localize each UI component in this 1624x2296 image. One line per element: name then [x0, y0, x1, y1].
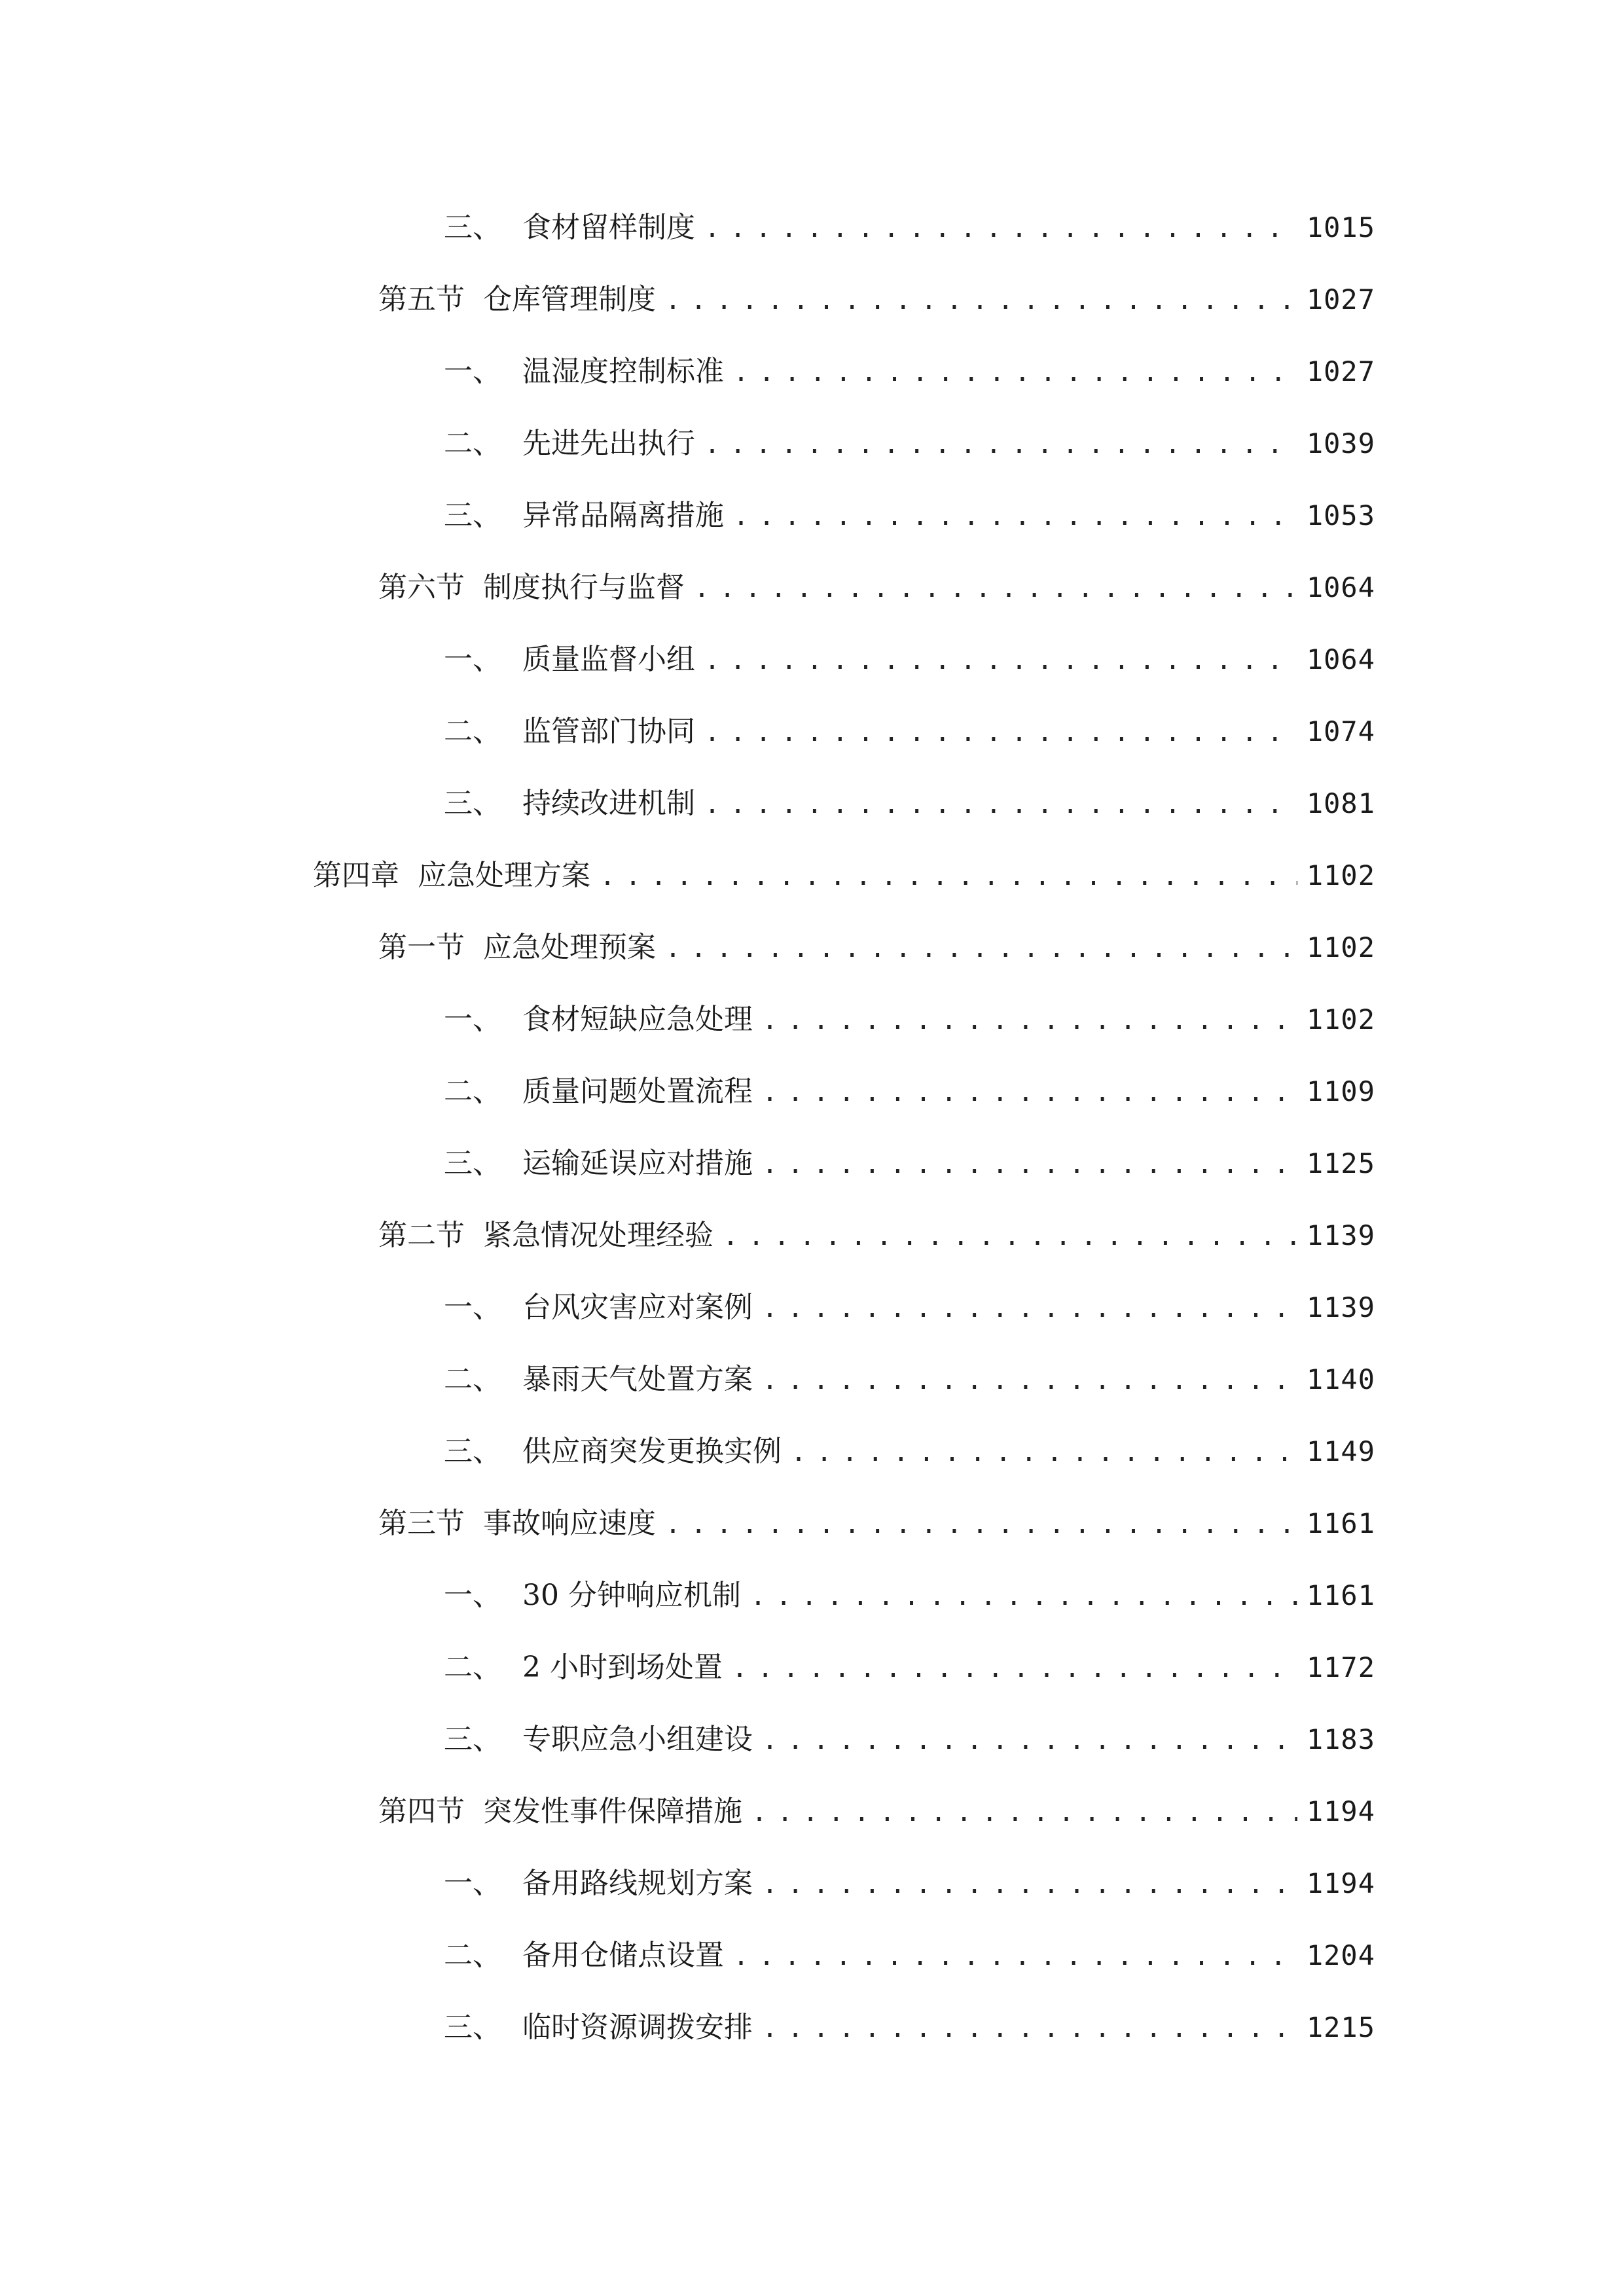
- toc-entry-number: 二、: [444, 427, 501, 460]
- toc-entry-number: 一、: [444, 643, 501, 676]
- dot-leader: [762, 994, 1297, 1047]
- toc-entry-number: 第四章: [313, 859, 399, 892]
- toc-entry-page: 1109: [1306, 1075, 1375, 1107]
- toc-entry-page: 1027: [1306, 283, 1375, 315]
- toc-entry-number: 第四节: [378, 1795, 465, 1828]
- dot-leader: [733, 490, 1297, 543]
- dot-leader: [704, 778, 1297, 831]
- toc-entry-page: 1102: [1306, 931, 1375, 963]
- toc-entry-title: 台风灾害应对案例: [522, 1291, 753, 1324]
- toc-entry-title: 异常品隔离措施: [522, 499, 724, 532]
- toc-entry-title: 制度执行与监督: [483, 571, 685, 604]
- dot-leader: [762, 1858, 1297, 1910]
- toc-entry-page: 1161: [1306, 1579, 1375, 1611]
- dot-leader: [665, 274, 1297, 327]
- toc-entry-page: 1172: [1306, 1651, 1375, 1683]
- toc-entry-title: 仓库管理制度: [483, 283, 656, 316]
- toc-entry-number: 第一节: [378, 931, 465, 964]
- toc-entry-title: 应急处理方案: [418, 859, 590, 892]
- dot-leader: [762, 1354, 1297, 1407]
- toc-entry-title: 临时资源调拨安排: [522, 2011, 753, 2044]
- toc-entry-page: 1215: [1306, 2011, 1375, 2043]
- toc-entry[interactable]: [444, 1066, 1375, 1118]
- toc-entry[interactable]: [378, 1498, 1375, 1550]
- dot-leader: [733, 346, 1297, 399]
- toc-entry[interactable]: [378, 922, 1375, 974]
- toc-entry-number: 一、: [444, 355, 501, 388]
- toc-entry-title: 监管部门协同: [522, 715, 695, 748]
- toc-entry-page: 1015: [1306, 211, 1375, 243]
- dot-leader: [762, 1066, 1297, 1119]
- toc-entry-number: 一、: [444, 1003, 501, 1036]
- toc-entry-number: 二、: [444, 1939, 501, 1972]
- dot-leader: [732, 1642, 1297, 1695]
- toc-entry[interactable]: [444, 778, 1375, 830]
- toc-entry-number: 第五节: [378, 283, 465, 316]
- toc-entry-title: 食材留样制度: [522, 211, 695, 244]
- toc-entry-title: 暴雨天气处置方案: [522, 1363, 753, 1396]
- toc-entry-page: 1102: [1306, 1003, 1375, 1035]
- dot-leader: [762, 2002, 1297, 2054]
- dot-leader: [704, 634, 1297, 687]
- toc-entry-number: 一、: [444, 1579, 501, 1612]
- toc-entry-title: 应急处理预案: [483, 931, 656, 964]
- dot-leader: [750, 1570, 1297, 1623]
- toc-entry-title: 质量监督小组: [522, 643, 695, 676]
- toc-entry[interactable]: [444, 490, 1375, 542]
- toc-entry[interactable]: [444, 994, 1375, 1046]
- toc-entry-number: 二、: [444, 1075, 501, 1108]
- toc-entry[interactable]: [444, 1282, 1375, 1334]
- toc-entry[interactable]: [444, 202, 1375, 254]
- toc-entry[interactable]: [444, 1713, 1375, 1766]
- toc-entry-number: 三、: [444, 2011, 501, 2044]
- toc-entry[interactable]: [313, 850, 1375, 902]
- toc-entry-number: 二、: [444, 1651, 501, 1684]
- toc-entry-title: 先进先出执行: [522, 427, 695, 460]
- toc-entry-title: 质量问题处置流程: [522, 1075, 753, 1108]
- toc-entry[interactable]: [444, 346, 1375, 398]
- toc-entry-page: 1102: [1306, 859, 1375, 891]
- toc-entry-page: 1027: [1306, 355, 1375, 387]
- toc-entry-title: 30 分钟响应机制: [522, 1579, 741, 1612]
- toc-entry-number: 三、: [444, 211, 501, 244]
- toc-entry-page: 1074: [1306, 715, 1375, 747]
- toc-entry[interactable]: [444, 2001, 1375, 2054]
- toc-entry-page: 1139: [1306, 1291, 1375, 1323]
- toc-entry-page: 1064: [1306, 571, 1375, 603]
- toc-entry-title: 运输延误应对措施: [522, 1147, 753, 1180]
- toc-entry-number: 三、: [444, 499, 501, 532]
- dot-leader: [665, 922, 1297, 975]
- dot-leader: [704, 202, 1297, 255]
- toc-entry[interactable]: [378, 562, 1375, 614]
- toc-entry-number: 第六节: [378, 571, 465, 604]
- toc-entry[interactable]: [378, 274, 1375, 326]
- toc-entry-title: 备用仓储点设置: [522, 1939, 724, 1972]
- toc-entry[interactable]: [444, 418, 1375, 470]
- dot-leader: [704, 706, 1297, 759]
- toc-entry[interactable]: [444, 1570, 1375, 1622]
- dot-leader: [791, 1426, 1297, 1479]
- toc-entry[interactable]: [444, 1354, 1375, 1406]
- toc-entry-page: 1039: [1306, 427, 1375, 459]
- toc-entry[interactable]: [444, 1641, 1375, 1694]
- toc-entry[interactable]: [444, 1929, 1375, 1982]
- toc-entry-number: 一、: [444, 1291, 501, 1324]
- toc-entry-page: 1161: [1306, 1507, 1375, 1539]
- toc-entry-page: 1140: [1306, 1363, 1375, 1395]
- toc-entry-number: 三、: [444, 787, 501, 820]
- toc-entry-number: 三、: [444, 1435, 501, 1468]
- toc-entry-title: 温湿度控制标准: [522, 355, 724, 388]
- dot-leader: [704, 418, 1297, 471]
- toc-entry[interactable]: [378, 1785, 1375, 1838]
- dot-leader: [762, 1138, 1297, 1191]
- toc-entry-number: 二、: [444, 715, 501, 748]
- dot-leader: [665, 1498, 1297, 1551]
- toc-entry[interactable]: [444, 1138, 1375, 1190]
- toc-entry-page: 1081: [1306, 787, 1375, 819]
- toc-entry-title: 事故响应速度: [483, 1507, 656, 1540]
- dot-leader: [751, 1786, 1297, 1839]
- dot-leader: [723, 1210, 1297, 1263]
- toc-entry[interactable]: [444, 1857, 1375, 1910]
- toc-entry-title: 专职应急小组建设: [522, 1723, 753, 1756]
- toc-entry[interactable]: [444, 706, 1375, 758]
- toc-entry-title: 备用路线规划方案: [522, 1867, 753, 1900]
- dot-leader: [762, 1282, 1297, 1335]
- toc-entry[interactable]: [444, 634, 1375, 686]
- toc-entry[interactable]: [444, 1426, 1375, 1478]
- toc-entry-page: 1064: [1306, 643, 1375, 675]
- toc-entry-number: 二、: [444, 1363, 501, 1396]
- toc-entry-page: 1125: [1306, 1147, 1375, 1179]
- toc-entry-title: 持续改进机制: [522, 787, 695, 820]
- dot-leader: [762, 1714, 1297, 1767]
- toc-entry-title: 食材短缺应急处理: [522, 1003, 753, 1036]
- toc-entry-page: 1194: [1306, 1795, 1375, 1827]
- toc-entry[interactable]: [378, 1210, 1375, 1262]
- toc-entry-number: 一、: [444, 1867, 501, 1900]
- dot-leader: [694, 562, 1297, 615]
- dot-leader: [733, 1930, 1297, 1982]
- toc-entry-number: 第三节: [378, 1507, 465, 1540]
- toc-entry-number: 第二节: [378, 1219, 465, 1252]
- toc-entry-title: 突发性事件保障措施: [483, 1795, 742, 1828]
- toc-entry-page: 1139: [1306, 1219, 1375, 1251]
- toc-entry-title: 供应商突发更换实例: [522, 1435, 782, 1468]
- dot-leader: [600, 850, 1297, 903]
- toc-entry-page: 1149: [1306, 1435, 1375, 1467]
- toc-entry-title: 紧急情况处理经验: [483, 1219, 713, 1252]
- toc-entry-number: 三、: [444, 1147, 501, 1180]
- toc-entry-number: 三、: [444, 1723, 501, 1756]
- toc-entry-page: 1194: [1306, 1867, 1375, 1899]
- toc-entry-page: 1183: [1306, 1723, 1375, 1755]
- toc-entry-page: 1204: [1306, 1939, 1375, 1971]
- toc-entry-title: 2 小时到场处置: [522, 1651, 723, 1684]
- toc-entry-page: 1053: [1306, 499, 1375, 531]
